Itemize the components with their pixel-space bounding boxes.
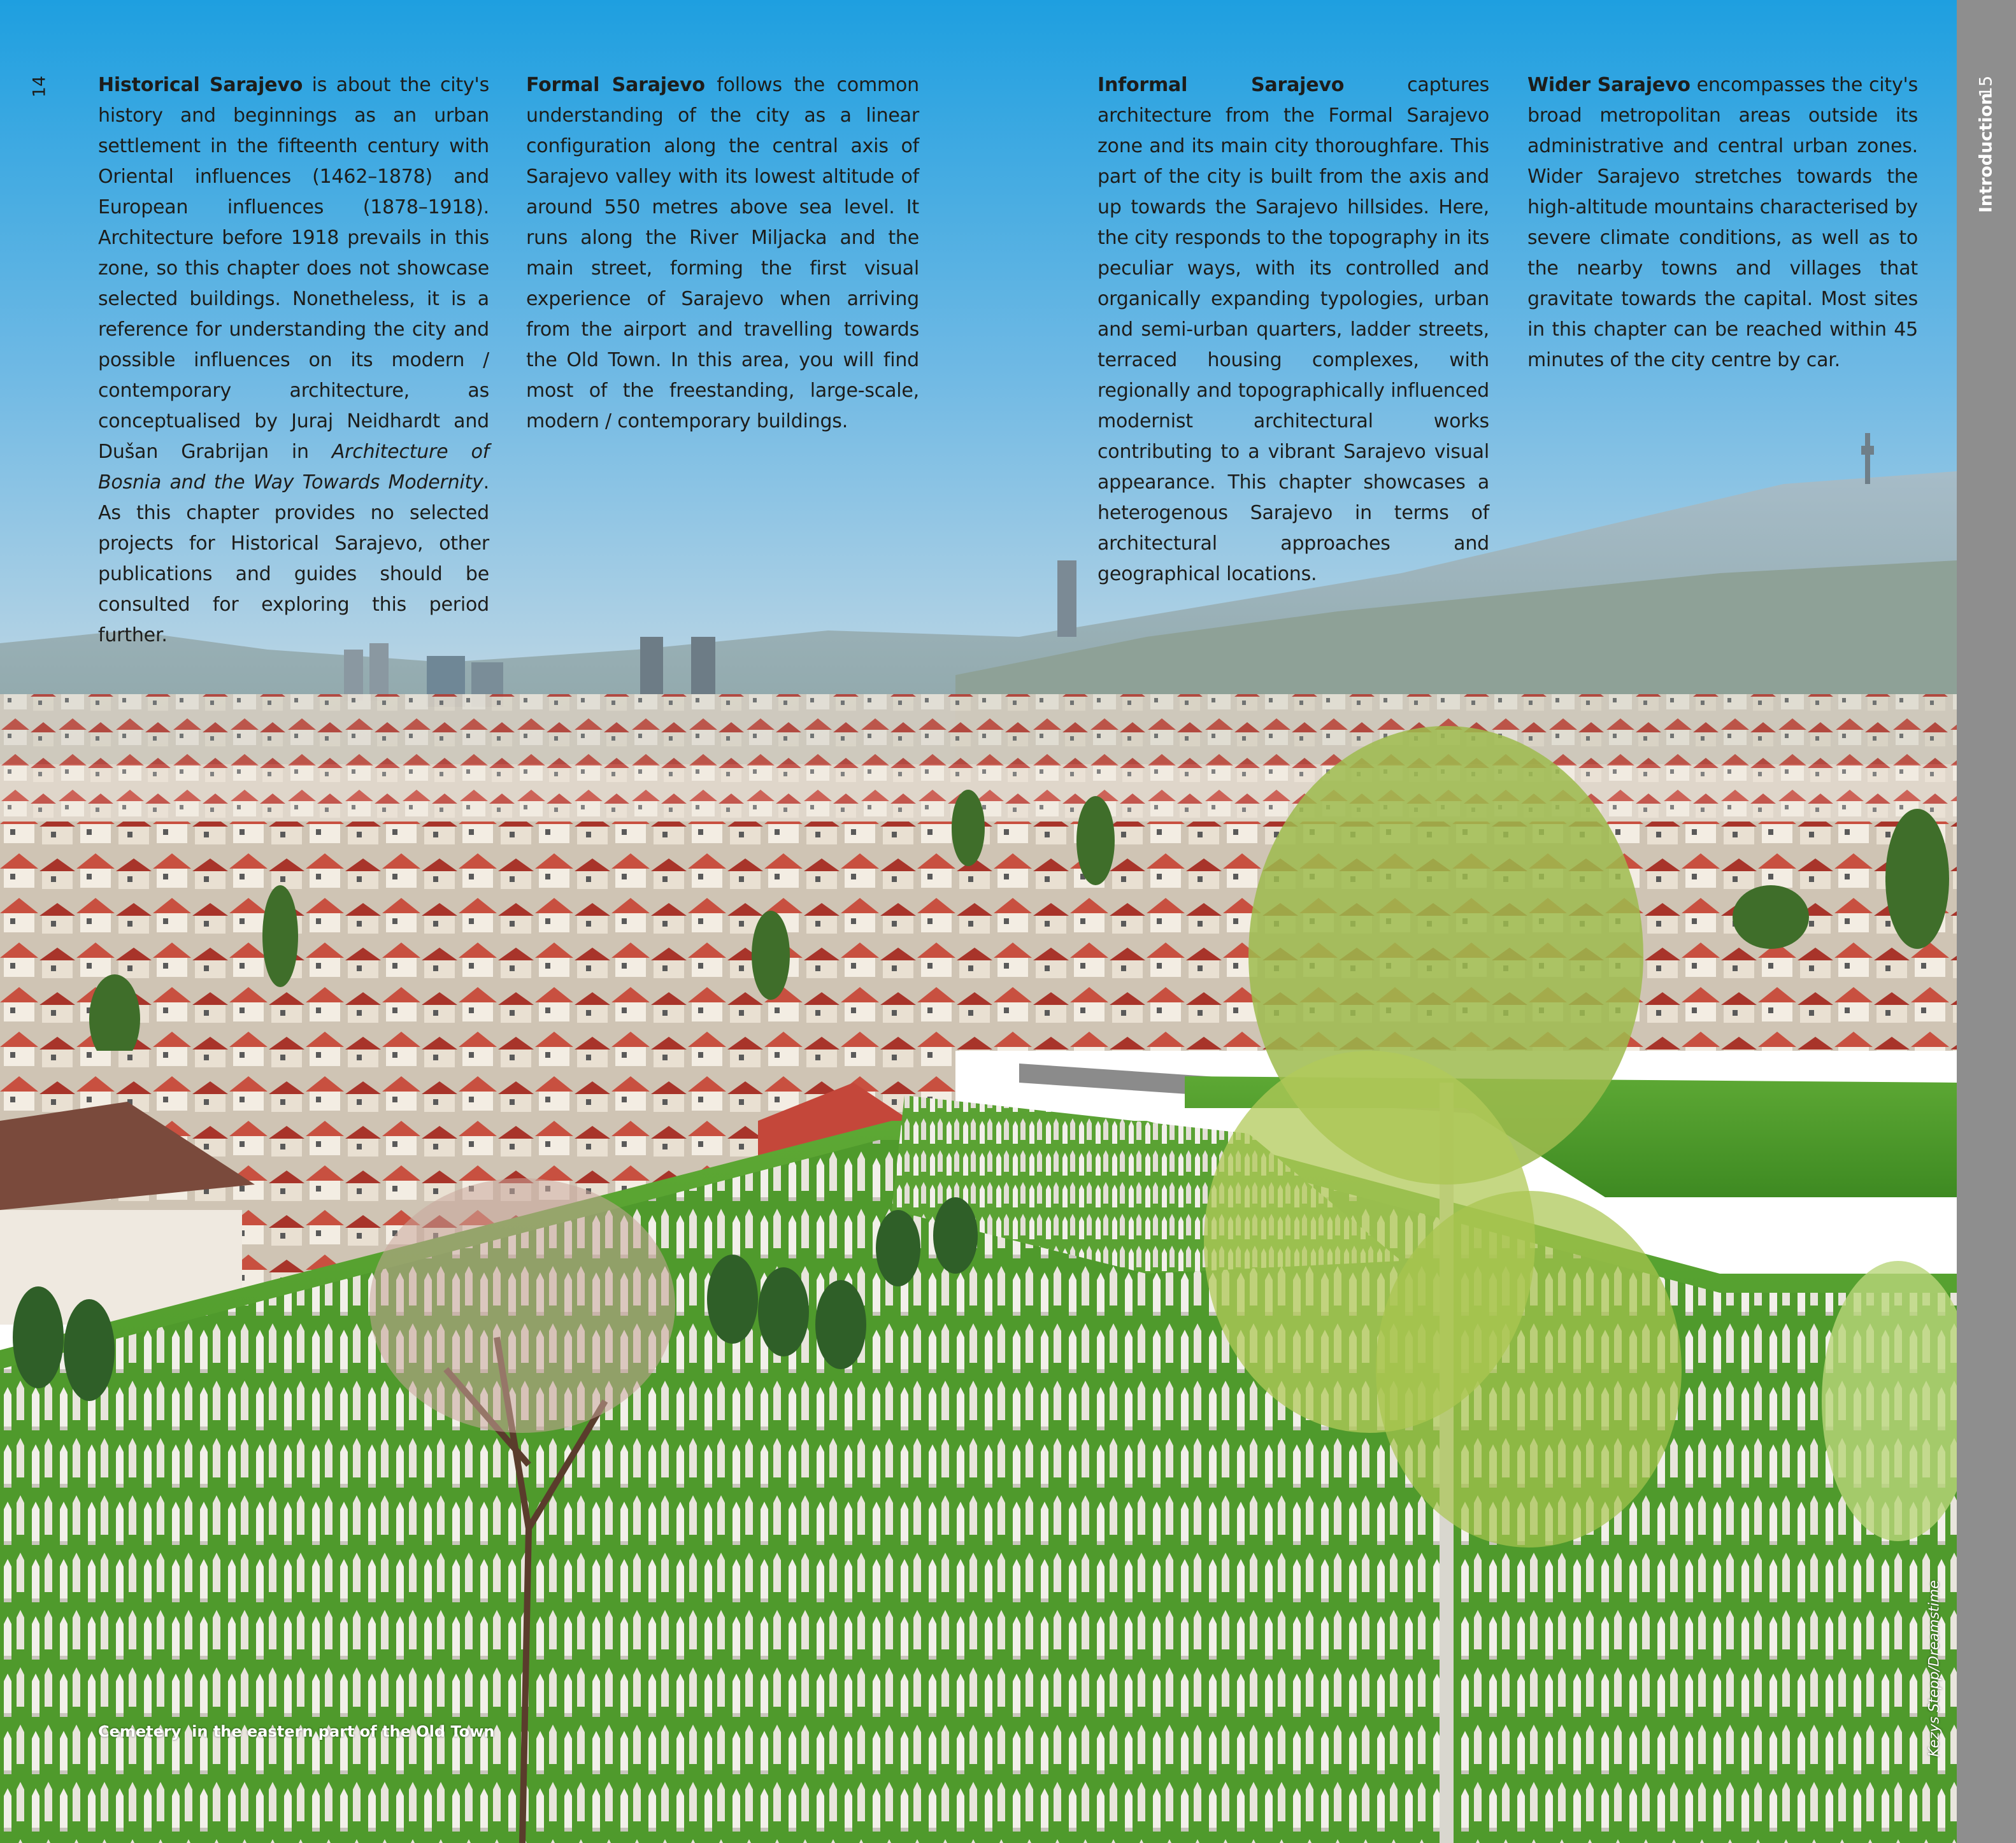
page-number-right: 15 (1976, 75, 1996, 98)
column-body: encompasses the city's broad metropolitan areas outside its administrative and central urban zones. Wider Sarajevo stretches towards the high-altitude mountains characterised by severe climate conditions, as well as to the nearby towns and villages that gravitate towards the capital. Most sites in this chapter can be reached within 45 minutes of the city centre by car. (1527, 74, 1918, 371)
column-body: captures architecture from the Formal Sarajevo zone and its main city thoroughfare. This part of the city is built from the axis and up towards the Sarajevo hillsides. Here, the city responds to the topography in its peculiar ways, with its controlled and organically expanding typologies, urban and semi-urban quarters, ladder streets, terraced housing complexes, with regionally and topographically influenced modernist architectural works contributing to a vibrant Sarajevo visual appearance. This chapter showcases a heterogenous Sarajevo in terms of architectural approaches and geographical locations. (1097, 74, 1489, 585)
column-wider-sarajevo (1527, 70, 1918, 376)
column-body: is about the city's history and beginnings as an urban settlement in the fifteenth century with Oriental influences (1462–1878) and European influences (1878–1918). Architecture before 1918 prevails in this zone, so this chapter does not showcase selected buildings. Nonetheless, it is a reference for understanding the city and possible influences on its modern / contemporary architecture, as conceptualised by Juraj Neidhardt and Dušan Grabrijan in (98, 74, 489, 463)
section-tab-label: Introduction (1976, 92, 1996, 213)
column-heading: Historical Sarajevo (98, 74, 303, 96)
book-title: Architecture of Bosnia and the Way Towards Modernity (98, 441, 489, 494)
column-body: . As this chapter provides no selected projects for Historical Sarajevo, other publications and guides should be consulted for exploring this period further. (98, 471, 489, 646)
column-informal-sarajevo (1097, 70, 1489, 590)
column-formal-sarajevo (526, 70, 919, 437)
column-body: follows the common understanding of the city as a linear configuration along the central axis of Sarajevo valley with its lowest altitude of around 550 metres above sea level. It runs along the River Miljacka and the main street, forming the first visual experience of Sarajevo when arriving from the airport and travelling towards the Old Town. In this area, you will find most of the freestanding, large-scale, modern / contemporary buildings. (526, 74, 919, 432)
column-heading: Wider Sarajevo (1527, 74, 1691, 96)
photo-caption: Cemetery in the eastern part of the Old Town (98, 1723, 495, 1740)
photo-credit: Kezys Stepp/Dreamstime (1926, 1580, 1943, 1757)
section-tab (1957, 0, 2016, 1843)
column-historical-sarajevo (98, 70, 489, 651)
page-number-left: 14 (29, 75, 50, 98)
column-heading: Informal Sarajevo (1097, 74, 1345, 96)
column-heading: Formal Sarajevo (526, 74, 705, 96)
